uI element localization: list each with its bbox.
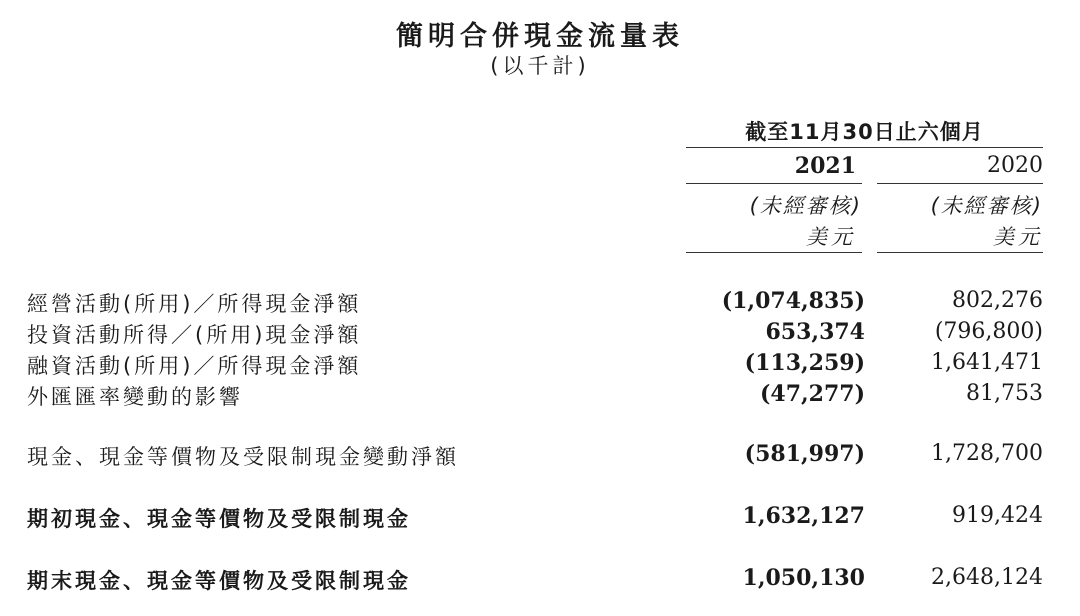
col-2020-unit: 美元 <box>993 225 1043 249</box>
row-value-2020: 919,424 <box>952 503 1043 528</box>
row-value-2020: (796,800) <box>934 319 1043 344</box>
row-value-2021: (581,997) <box>744 441 865 467</box>
row-label-net-change: 現金、現金等價物及受限制現金變動淨額 <box>27 445 459 469</box>
row-value-2021: (113,259) <box>744 350 865 376</box>
col-2020-year: 2020 <box>987 153 1043 178</box>
col-2021-audit: (未經審核) <box>749 194 862 218</box>
row-label-financing: 融資活動(所用)／所得現金淨額 <box>27 354 362 378</box>
row-value-2020: 1,641,471 <box>931 350 1043 375</box>
col-2021-unit-rule <box>686 252 862 253</box>
row-label-investing: 投資活動所得／(所用)現金淨額 <box>27 323 362 347</box>
row-value-2021: 653,374 <box>765 319 865 345</box>
col-2021-unit: 美元 <box>806 225 856 249</box>
col-2021-year: 2021 <box>794 153 856 179</box>
row-value-2021: 1,050,130 <box>742 565 865 591</box>
row-value-2021: (1,074,835) <box>721 288 865 314</box>
page-title: 簡明合併現金流量表 <box>396 21 684 52</box>
row-label-fx-effect: 外匯匯率變動的影響 <box>27 385 243 409</box>
col-2020-year-rule <box>877 183 1043 184</box>
row-label-closing-cash: 期末現金、現金等價物及受限制現金 <box>27 569 411 593</box>
row-value-2020: 2,648,124 <box>931 565 1043 590</box>
row-value-2020: 1,728,700 <box>931 441 1043 466</box>
col-2020-unit-rule <box>877 252 1043 253</box>
row-value-2020: 802,276 <box>952 288 1043 313</box>
col-2021-year-rule <box>686 183 862 184</box>
period-rule <box>686 147 1043 148</box>
col-2020-audit: (未經審核) <box>930 194 1043 218</box>
page-subtitle: (以千計) <box>490 54 590 78</box>
row-label-operating: 經營活動(所用)／所得現金淨額 <box>27 292 362 316</box>
row-value-2021: 1,632,127 <box>742 503 865 529</box>
row-label-opening-cash: 期初現金、現金等價物及受限制現金 <box>27 507 411 531</box>
row-value-2020: 81,753 <box>966 381 1043 406</box>
period-header: 截至11月30日止六個月 <box>745 120 984 144</box>
row-value-2021: (47,277) <box>759 381 865 407</box>
